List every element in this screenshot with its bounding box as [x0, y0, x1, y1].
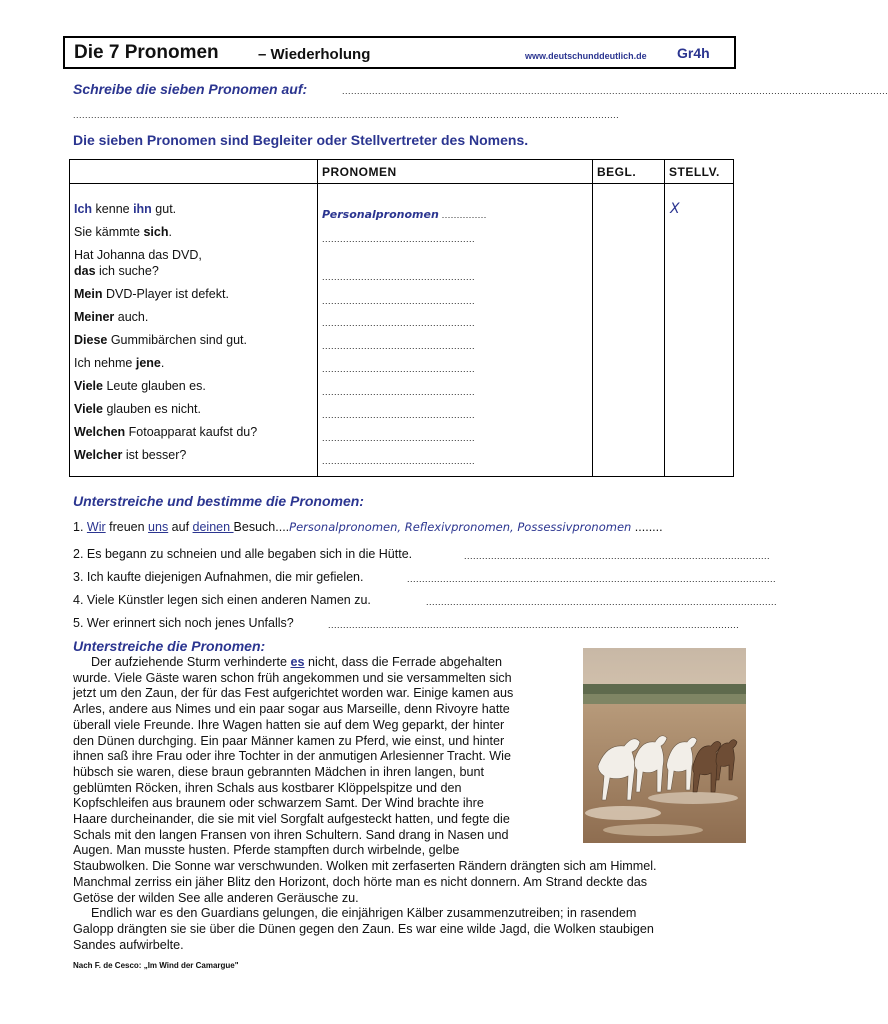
header-box [63, 36, 736, 69]
story-line: wurde. Viele Gäste waren schon früh angekommen und sie versammelten sich [73, 670, 512, 685]
exercise-4: 4. Viele Künstler legen sich einen anderen Namen zu. [73, 593, 371, 607]
table-sentence: Viele Leute glauben es. [74, 379, 206, 393]
table-sentence: Hat Johanna das DVD, [74, 248, 202, 262]
worksheet-title: Die 7 Pronomen [74, 42, 219, 63]
table-sentence: Viele glauben es nicht. [74, 402, 201, 416]
story-line: geblümten Röcken, ihren Schals aus kostbarer Klöppelspitze und den [73, 780, 462, 795]
horses-illustration [583, 648, 746, 843]
website-url[interactable]: www.deutschunddeutlich.de [525, 51, 647, 61]
story-line: Schals mit den langen Fransen von ihren Schultern. Sand drang in Nasen und [73, 827, 509, 842]
exercise-1: 1. Wir freuen uns auf deinen Besuch....Personalpronomen, Reflexivpronomen, Possessivpronomen ........ [73, 520, 663, 534]
answer-line[interactable]: ................................................... [322, 341, 476, 351]
story-line: jetzt um den Zaun, der für das Fest aufgerichtet worden war. Einige kamen aus [73, 686, 514, 701]
table-divider [592, 160, 593, 476]
table-sentence: Ich nehme jene. [74, 356, 165, 370]
task3-prompt: Unterstreiche die Pronomen: [73, 638, 266, 654]
answer-line[interactable]: ................................................... [322, 387, 476, 397]
table-divider [664, 160, 665, 476]
table-sentence: das ich suche? [74, 264, 159, 278]
story-line: Arles, andere aus Nimes und ein paar sogar aus Marseille, denn Rivoyre hatte [73, 702, 510, 717]
exercise-3: 3. Ich kaufte diejenigen Aufnahmen, die mir gefielen. [73, 570, 364, 584]
grade-label: Gr4h [677, 45, 710, 61]
exercise-2-answer-line[interactable]: ...................................................................................................... [464, 551, 771, 561]
task1-answer-line-2[interactable]: ...................................................................................................................................................................................... [73, 110, 620, 120]
answer-line[interactable]: ................................................... [322, 364, 476, 374]
exercise-3-answer-line[interactable]: ........................................................................................................................... [407, 574, 777, 584]
task1-answer-line-1[interactable]: ...................................................................................................................................................................................... [342, 86, 888, 96]
story-line: Augen. Man musste husten. Pferde stampften durch wirbelnde, gelbe [73, 843, 460, 858]
header-stellvertreter: STELLV. [669, 165, 720, 179]
exercise-5-answer-line[interactable]: ......................................................................................................................................... [328, 620, 740, 630]
answer-line[interactable]: ................................................... [322, 433, 476, 443]
worksheet-subtitle: – Wiederholung [258, 46, 371, 63]
header-pronomen: PRONOMEN [322, 165, 397, 179]
pronoun-table [69, 159, 734, 477]
table-header-divider [70, 183, 733, 184]
stellvertreter-mark: X [670, 201, 680, 217]
table-divider [317, 160, 318, 476]
source-citation: Nach F. de Cesco: „Im Wind der Camargue" [73, 961, 239, 970]
story-line: Endlich war es den Guardians gelungen, die einjährigen Kälber zusammenzutreiben; in rasendem [91, 906, 637, 921]
table-sentence: Sie kämmte sich. [74, 225, 172, 239]
task1-prompt: Schreibe die sieben Pronomen auf: [73, 81, 308, 97]
table-sentence: Meiner auch. [74, 310, 149, 324]
table-sentence: Welchen Fotoapparat kaufst du? [74, 425, 258, 439]
header-begleiter: BEGL. [597, 165, 637, 179]
story-line: Kopfschleifen aus braunem oder schwarzem Samt. Der Wind brachte ihre [73, 796, 484, 811]
story-line: Sandes aufwirbelte. [73, 937, 184, 952]
story-line: Getöse der wilden See alle anderen Geräusche zu. [73, 890, 359, 905]
exercise-2: 2. Es begann zu schneien und alle begaben sich in die Hütte. [73, 547, 413, 561]
story-line: überall viele Freunde. Ihre Wagen hatten sie auf dem Weg geparkt, der hinter [73, 717, 505, 732]
exercise-4-answer-line[interactable]: ..................................................................................................................... [426, 597, 778, 607]
story-line: Haare durcheinander, die sie mit viel Sorgfalt aufgesteckt hatten, und fegte die [73, 812, 510, 826]
answer-line[interactable]: ................................................... [322, 410, 476, 420]
exercise-5: 5. Wer erinnert sich noch jenes Unfalls? [73, 616, 294, 630]
answer-line[interactable]: ................................................... [322, 456, 476, 466]
story-line: hübsch sie waren, diese braun gebrannten Mädchen in ihren langen, bunt [73, 764, 484, 779]
story-line: Galopp drängten sie sie über die Dünen gegen den Zaun. Es war eine wilde Jagd, die Wolken staubigen [73, 921, 654, 936]
answer-line[interactable]: ................................................... [322, 296, 476, 306]
table-sentence: Mein DVD-Player ist defekt. [74, 287, 229, 301]
answer-line[interactable]: ................................................... [322, 318, 476, 328]
example-answer: Personalpronomen ............... [322, 208, 487, 221]
story-line: Staubwolken. Die Sonne war verschwunden. Wolken mit zerfaserten Rändern drängten sich am Himmel. [73, 859, 657, 874]
task2-prompt: Unterstreiche und bestimme die Pronomen: [73, 493, 364, 509]
story-line: ihnen saß ihre Frau oder ihre Tochter in der anmutigen Arlesienner Tracht. Wie [73, 749, 511, 764]
answer-line[interactable]: ................................................... [322, 272, 476, 282]
answer-line[interactable]: ................................................... [322, 234, 476, 244]
story-line: den Dünen durchging. Ein paar Männer kamen zu Pferd, wie einst, und hinter [73, 733, 505, 748]
camargue-horses-photo [583, 648, 746, 843]
story-line: Manchmal zerriss ein jäher Blitz den Horizont, doch hörte man es nicht donnern. Am Strand deckte das [73, 874, 648, 889]
table-sentence: Diese Gummibärchen sind gut. [74, 333, 248, 347]
table-sentence: Welcher ist besser? [74, 448, 187, 462]
pronoun-statement: Die sieben Pronomen sind Begleiter oder Stellvertreter des Nomens. [73, 132, 529, 148]
story-line: Der aufziehende Sturm verhinderte es nicht, dass die Ferrade abgehalten [91, 655, 502, 669]
table-sentence: Ich kenne ihn gut. [74, 202, 177, 216]
